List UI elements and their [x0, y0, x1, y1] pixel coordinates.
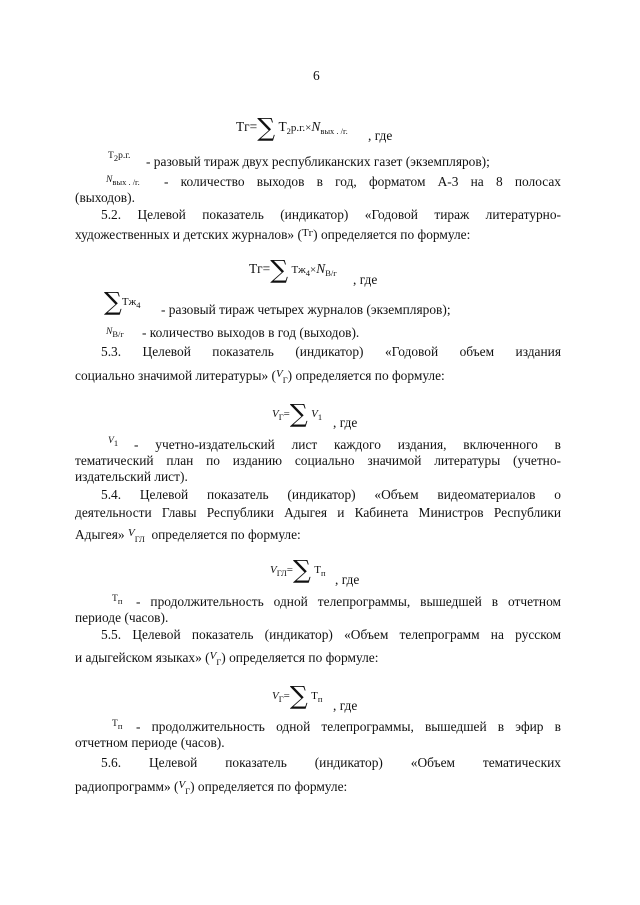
def-text: - продолжительность одной телепрограммы, вышедшей в отчетном [136, 594, 561, 609]
def-text: тематический план по изданию социально значимой литературы (учетно- [75, 453, 561, 468]
paragraph-5-5: и адыгейском языках» ($^V_Г$) определяется по формуле: [75, 650, 379, 667]
def-text: (выходов). [75, 190, 135, 205]
formula-tv-programs-volume: $V_Г=\sum$ $Т_п$ [272, 681, 323, 710]
where-label: , где [353, 272, 378, 287]
paragraph-5-5: 5.5. Целевой показатель (индикатор) «Объем телепрограмм на русском [101, 627, 561, 642]
def-symbol: $\sum Тж_4$ [104, 287, 141, 316]
def-symbol: $Т_2р.г$. [108, 151, 131, 163]
paragraph-5-6: 5.6. Целевой показатель (индикатор) «Объем тематических [101, 755, 561, 770]
formula-annual-magazine-circulation: Тг=∑ $Тж_4\times N_{В/г}$ [249, 255, 337, 284]
where-label: , где [335, 572, 360, 587]
paragraph-5-6: радиопрограмм» ($^V_Г$) определяется по формуле: [75, 779, 348, 796]
def-text: - разовый тираж двух республиканских газет (экземпляров); [146, 154, 490, 169]
def-symbol: $N_{В/г}$ [106, 327, 124, 339]
def-symbol: $Т_п$ [112, 719, 123, 731]
paragraph-5-4: деятельности Главы Республики Адыгея и Кабинета Министров Республики [75, 505, 561, 520]
where-label: , где [333, 698, 358, 713]
paragraph-5-3: социально значимой литературы» ($^V_Г$) определяется по формуле: [75, 368, 445, 385]
paragraph-5-2: 5.2. Целевой показатель (индикатор) «Годовой тираж литературно- [101, 207, 561, 222]
sum-symbol: ∑ [257, 113, 276, 142]
page-number: 6 [313, 68, 320, 83]
def-symbol: $Т_п$ [112, 594, 123, 606]
def-symbol: $N_{вых . /г.}$ [106, 175, 140, 187]
paragraph-5-2: художественных и детских журналов» ($^{Тг}$) определяется по формуле: [75, 227, 471, 242]
def-text: - учетно-издательский лист каждого издания, включенного в [134, 437, 561, 452]
formula-annual-newspaper-circulation: Тг=∑ $Т_2р.г.\times N_{вых . /г.}$ [236, 113, 348, 142]
where-label: , где [368, 128, 393, 143]
formula-social-literature-volume: $V_Г=\sum$ $V_1$ [272, 399, 323, 428]
def-text: издательский лист). [75, 469, 188, 484]
def-text: - количество выходов в год (выходов). [142, 325, 360, 340]
paragraph-5-4: Адыгея» $^V_{ГЛ}$ определяется по формуле: [75, 527, 301, 544]
def-symbol: $V_1$ [108, 436, 119, 448]
paragraph-5-3: 5.3. Целевой показатель (индикатор) «Годовой объем издания [101, 344, 561, 359]
formula-video-materials-volume: $V_{ГЛ}=\sum$ $Т_п$ [270, 555, 326, 584]
paragraph-5-4: 5.4. Целевой показатель (индикатор) «Объем видеоматериалов о [101, 487, 561, 502]
def-text: отчетном периоде (часов). [75, 735, 225, 750]
def-text: - количество выходов в год, форматом А-3 на 8 полосах [164, 174, 561, 189]
where-label: , где [333, 415, 358, 430]
def-text: - разовый тираж четырех журналов (экземпляров); [161, 302, 451, 317]
def-text: периоде (часов). [75, 610, 169, 625]
def-text: - продолжительность одной телепрограммы, вышедшей в эфир в [136, 719, 561, 734]
